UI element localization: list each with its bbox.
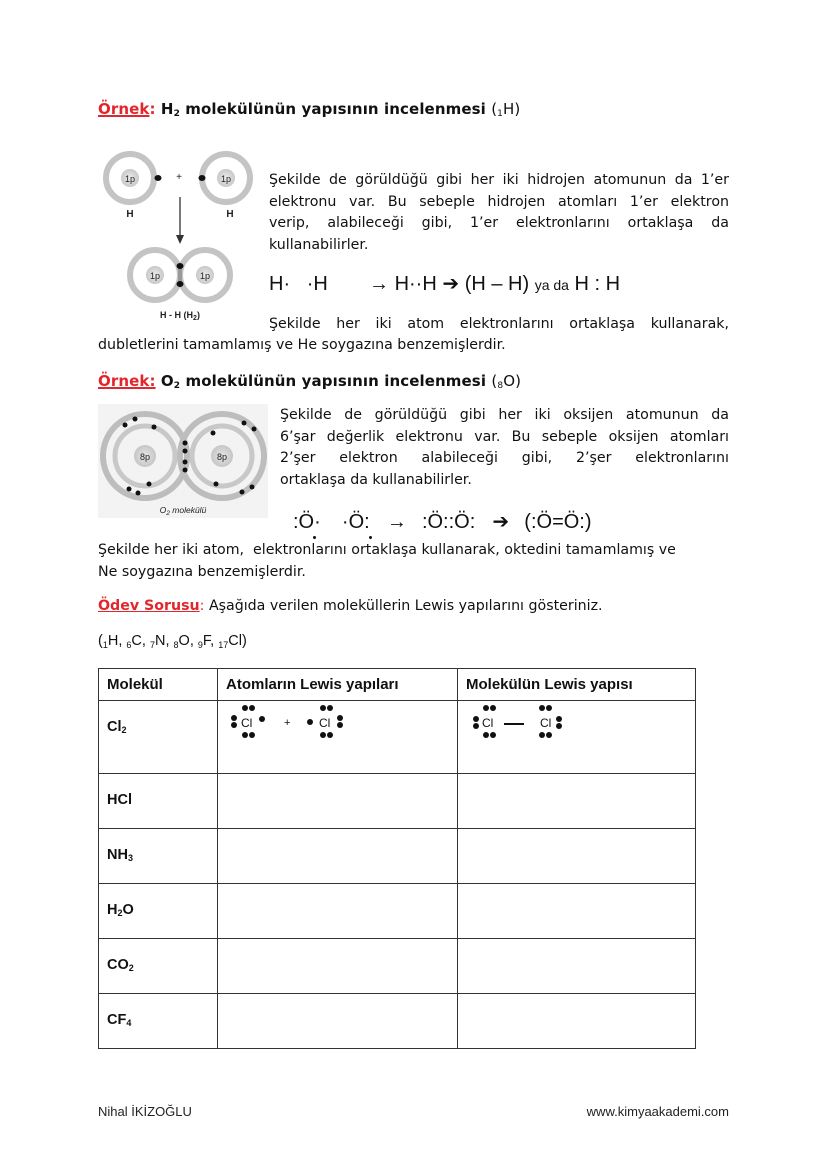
molecule-cell — [99, 829, 218, 884]
lone-electron-dot — [313, 536, 316, 539]
atomic-number: 1 — [102, 640, 108, 650]
chlorine-symbol: Cl — [241, 716, 253, 730]
atomic-number-note: $(_1H)$ — [491, 100, 521, 119]
atomic-number: 8 — [173, 640, 179, 650]
atoms-lewis-cell[interactable] — [218, 829, 458, 884]
single-bond-line — [504, 723, 524, 725]
paragraph-line: verip, alabileceği gibi, 1’er elektronlarını ortaklaşa da — [269, 215, 729, 231]
section2-heading — [98, 372, 521, 391]
table-row — [99, 884, 696, 939]
connector-text: ya da — [534, 277, 569, 293]
svg-text:+: + — [176, 172, 182, 183]
homework-instruction: Aşağıda verilen moleküllerin Lewis yapılarını gösteriniz. — [208, 598, 603, 614]
o2-dot-structure: :Ö::Ö: — [421, 511, 476, 533]
bold-arrow-icon: ➔ — [442, 273, 460, 295]
molecule-cell — [99, 774, 218, 829]
example-label: Örnek — [98, 100, 150, 118]
arrow-icon: → — [369, 273, 390, 295]
molecule-lewis-cell[interactable] — [458, 884, 696, 939]
h2-explanation-paragraph — [269, 170, 729, 256]
table-row — [99, 939, 696, 994]
paragraph-line: elektronu var. Bu sebeple hidrojen atomları 1’er elektron — [269, 193, 729, 210]
atomic-number: 8 — [497, 381, 504, 391]
molecule-cell — [99, 884, 218, 939]
molecule-formula: CO — [107, 957, 129, 973]
h2-colon-structure: H : H — [574, 273, 621, 295]
conclusion-text: Şekilde her iki atom elektronlarını ortaklaşa kullanarak, — [269, 316, 729, 332]
chlorine-symbol: Cl — [482, 716, 494, 730]
atomic-number: 6 — [126, 640, 132, 650]
homework-label: Ödev Sorusu — [98, 598, 200, 614]
atom-symbol: H — [503, 100, 515, 118]
lone-electron-dot — [369, 536, 372, 539]
molecule-formula: CF — [107, 1012, 127, 1028]
atom-symbol: O — [178, 633, 190, 649]
chlorine-symbol: Cl — [319, 716, 331, 730]
molecule-subscript: 2 — [173, 381, 181, 391]
conclusion-text: Ne soygazına benzemişlerdir. — [98, 563, 306, 580]
atomic-number: 1 — [497, 109, 503, 119]
chlorine-symbol: Cl — [540, 716, 552, 730]
paragraph-line: Şekilde de görüldüğü gibi her iki oksijen atomunun da — [280, 407, 729, 423]
conclusion-text: Şekilde her iki atom, elektronlarını ortaklaşa kullanarak, oktedini tamamlamış ve — [98, 542, 676, 558]
paragraph-line: ortaklaşa da kullanabilirler. — [280, 471, 472, 488]
molecule-subscript: 2 — [173, 109, 180, 119]
separate-h-atoms: H· ·H — [269, 273, 328, 295]
molecule-cell — [99, 939, 218, 994]
o2-explanation-paragraph — [280, 405, 729, 491]
o2-bonding-figure — [98, 404, 268, 518]
arrow-icon: → — [386, 511, 407, 533]
atom-symbol: N — [154, 633, 166, 649]
section1-heading — [98, 100, 520, 119]
column-header-atom-lewis: Atomların Lewis yapıları — [218, 669, 458, 701]
molecule-subscript: 2 — [117, 908, 123, 918]
hydrogen-atoms-illustration — [98, 145, 263, 325]
plus-sign: + — [284, 717, 291, 729]
h2-line-structure: (H – H) — [464, 273, 530, 295]
molecule-symbol: H — [160, 100, 174, 118]
svg-text:1p: 1p — [149, 271, 161, 281]
example-label: Örnek: — [98, 372, 156, 390]
h2-bonding-figure — [98, 145, 263, 325]
molecule-formula: HCl — [107, 792, 132, 808]
paragraph-line: kullanabilirler. — [269, 236, 369, 253]
atoms-lewis-cell[interactable] — [218, 994, 458, 1049]
bold-arrow-icon: ➔ — [492, 511, 510, 533]
atom-symbol: H — [107, 633, 119, 649]
table-row — [99, 829, 696, 884]
svg-text:8p: 8p — [139, 452, 151, 462]
svg-text:O2 molekülü: $O_2$ molekülü — [159, 505, 207, 517]
svg-text:H - H (H2): H - H $(H_2)$ — [160, 310, 200, 322]
atomic-numbers-note: ($_1H$, $_6$C, $_7$N, $_8$O, $_9$F, $_{17}$Cl) — [98, 633, 247, 650]
o2-conclusion — [98, 540, 738, 583]
molecule-subscript: 2 — [121, 725, 127, 735]
h2-lewis-formula — [269, 271, 620, 296]
molecule-cell — [99, 701, 218, 774]
label-colon: : — [199, 598, 205, 614]
paragraph-line: Şekilde de görüldüğü gibi her iki hidrojen atomunun da 1’er — [269, 172, 729, 188]
atom-symbol: Cl — [228, 633, 242, 649]
atomic-number: 7 — [149, 640, 155, 650]
svg-text:H: H — [226, 209, 234, 220]
h2-conclusion-line2 — [98, 335, 738, 357]
oxygen-molecule-illustration — [98, 404, 268, 518]
svg-text:H: H — [126, 209, 134, 220]
column-header-molecule: Molekül — [99, 669, 218, 701]
atom-symbol: C — [131, 633, 142, 649]
lewis-structures-table — [98, 668, 696, 1049]
cl2-molecule-lewis-drawing — [458, 701, 658, 761]
atomic-number: 9 — [197, 640, 203, 650]
molecule-formula: NH — [107, 847, 128, 863]
atoms-lewis-cell[interactable] — [218, 939, 458, 994]
h2-dot-structure: H··H — [394, 273, 437, 295]
oxygen-atom-left: :Ö· — [293, 511, 321, 533]
o2-double-bond-structure: (:Ö=Ö:) — [524, 511, 592, 533]
conclusion-text: dubletlerini tamamlamış ve He soygazına benzemişlerdir. — [98, 337, 506, 353]
molecule-subscript: 3 — [127, 853, 133, 863]
svg-text:1p: 1p — [199, 271, 211, 281]
molecule-formula: H — [107, 902, 118, 918]
table-header-row — [99, 669, 696, 701]
section-title: molekülünün yapısının incelenmesi — [185, 100, 486, 118]
cl-atoms-lewis-drawing — [218, 701, 418, 761]
molecule-symbol: O — [160, 372, 174, 390]
paragraph-line: 2’şer elektron alabileceği gibi, 2’şer elektronlarını — [280, 450, 729, 466]
table-row — [99, 774, 696, 829]
atoms-lewis-cell[interactable] — [218, 884, 458, 939]
molecule-subscript: 4 — [126, 1018, 132, 1028]
molecule-cell — [99, 994, 218, 1049]
section-title: molekülünün yapısının incelenmesi — [185, 372, 487, 390]
h2-conclusion-line1 — [269, 314, 729, 336]
homework-heading — [98, 598, 603, 614]
column-header-molecule-lewis: Molekülün Lewis yapısı — [458, 669, 696, 701]
atoms-lewis-cell[interactable] — [218, 774, 458, 829]
oxygen-atom-right: ·Ö: — [341, 511, 370, 533]
molecule-subscript: 2 — [128, 963, 134, 973]
molecule-lewis-cell[interactable] — [458, 994, 696, 1049]
svg-text:1p: 1p — [220, 174, 232, 184]
table-row — [99, 994, 696, 1049]
footer-author: Nihal İKİZOĞLU — [98, 1104, 192, 1119]
molecule-lewis-cell[interactable] — [458, 939, 696, 994]
molecule-lewis-cell[interactable] — [458, 774, 696, 829]
atomic-number-note: $(_8O)$ — [491, 372, 522, 391]
atoms-lewis-cell[interactable] — [218, 701, 458, 774]
footer-website-link[interactable]: www.kimyaakademi.com — [586, 1104, 729, 1119]
atom-symbol: O — [503, 372, 516, 390]
table-row — [99, 701, 696, 774]
label-colon: : — [149, 100, 156, 118]
atomic-number: 17 — [218, 640, 229, 650]
molecule-formula: Cl — [107, 719, 122, 735]
paragraph-line: 6’şar değerlik elektronu var. Bu sebeple oksijen atomları — [280, 428, 729, 445]
svg-text:8p: 8p — [216, 452, 228, 462]
atom-symbol: F — [202, 633, 211, 649]
svg-text:1p: 1p — [124, 174, 136, 184]
molecule-formula-end: O — [122, 902, 134, 918]
molecule-lewis-cell[interactable] — [458, 829, 696, 884]
o2-lewis-formula — [293, 509, 592, 534]
molecule-lewis-cell[interactable] — [458, 701, 696, 774]
